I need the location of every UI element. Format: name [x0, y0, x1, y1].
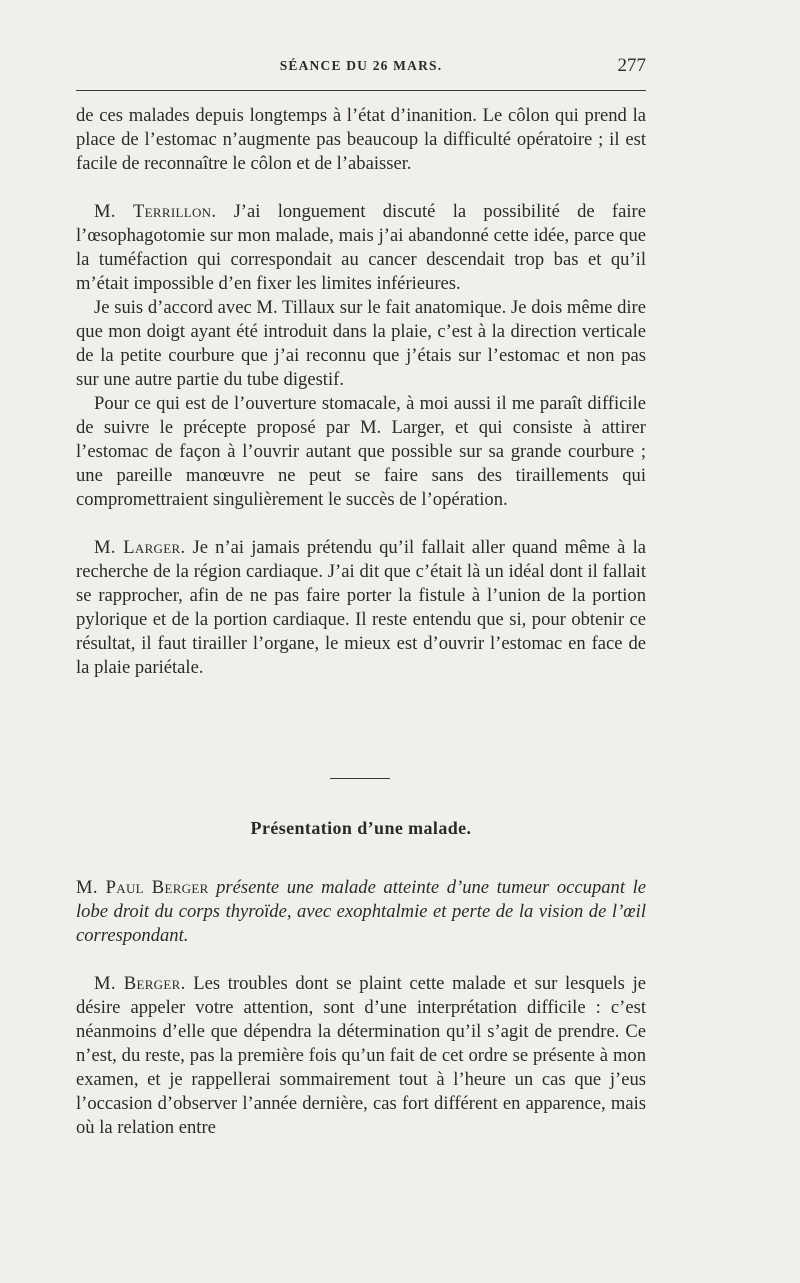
speaker-text: Les troubles dont se plaint cette malade et sur lesquels je désire appeler votre attention, sont d’une interprétation difficile : c’est néanmoins d’elle que dépendra la détermination qu’il s’agit de prendre. Ce n’est, du reste, pas la première fois qu’un fait de cet ordre se présente à mon examen, et je rappellerai sommairement tout à l’heure un cas que j’eus l’occasion d’observer l’année dernière, cas fort différent en apparence, mais où la relation entre: [76, 973, 647, 1138]
paragraph-larger: [76, 536, 646, 680]
paragraph-ouverture: Pour ce qui est de l’ouverture stomacale, à moi aussi il me paraît difficile de suivre le précepte proposé par M. Larger, et qui consiste à attirer l’estomac de façon à l’ouvrir autant que possible sur sa grande courbure ; une pareille manœuvre ne peut se faire sans des tiraillements qui compromettraient singulièrement le succès de l’opération.: [76, 393, 646, 510]
paragraph-tillaux: Je suis d’accord avec M. Tillaux sur le fait anatomique. Je dois même dire que mon doigt ayant été introduit dans la plaie, c’est à la direction verticale de la petite courbure que j’ai reconnu que j’étais sur l’estomac et non pas sur une autre partie du tube digestif.: [76, 297, 646, 390]
speaker-text: Je n’ai jamais prétendu qu’il fallait aller quand même à la recherche de la région cardiaque. J’ai dit que c’était là un idéal dont il fallait se rapprocher, afin de ne pas faire porter la fistule à l’union de la portion pylorique et de la portion cardiaque. Il reste entendu que si, pour obtenir ce résultat, il faut tirailler l’organe, le mieux est d’ouvrir l’estomac en face de la plaie pariétale.: [76, 537, 646, 678]
paragraph-terrillon: [76, 200, 646, 296]
discussion-text: [76, 972, 646, 1140]
speaker-name: M. Paul Berger: [76, 877, 209, 898]
header-rule: [76, 90, 646, 91]
presentation-description: présente une malade atteinte d’une tumeur occupant le lobe droit du corps thyroïde, avec exophtalmie et perte de la vision de l’œil correspondant.: [76, 877, 646, 946]
speaker-name: M. Terrillon.: [94, 201, 217, 222]
paragraph-berger: [76, 972, 646, 1140]
speaker-text: J’ai longuement discuté la possibilité de faire l’œsophagotomie sur mon malade, mais j’ai abandonné cette idée, parce que la tuméfaction qui correspondait au cancer descendait trop bas et qu’il m’était impossible d’en fixer les limites inférieures.: [76, 201, 646, 294]
speaker-name: M. Larger.: [94, 537, 186, 558]
paragraph-continuation: de ces malades depuis longtemps à l’état d’inanition. Le côlon qui prend la place de l’estomac n’augmente pas beaucoup la difficulté opératoire ; il est facile de reconnaître le côlon et de l’abaisser.: [76, 105, 646, 174]
speaker-name: M. Berger.: [94, 973, 186, 994]
section-separator: [330, 778, 390, 779]
running-head: SÉANCE DU 26 MARS.: [279, 58, 443, 73]
page-header: [76, 55, 646, 84]
presentation-text: [76, 876, 646, 948]
main-text: [76, 104, 646, 680]
page-number: 277: [617, 55, 646, 76]
paragraph-presentation: [76, 876, 646, 948]
section-title: Présentation d’une malade.: [250, 818, 472, 838]
